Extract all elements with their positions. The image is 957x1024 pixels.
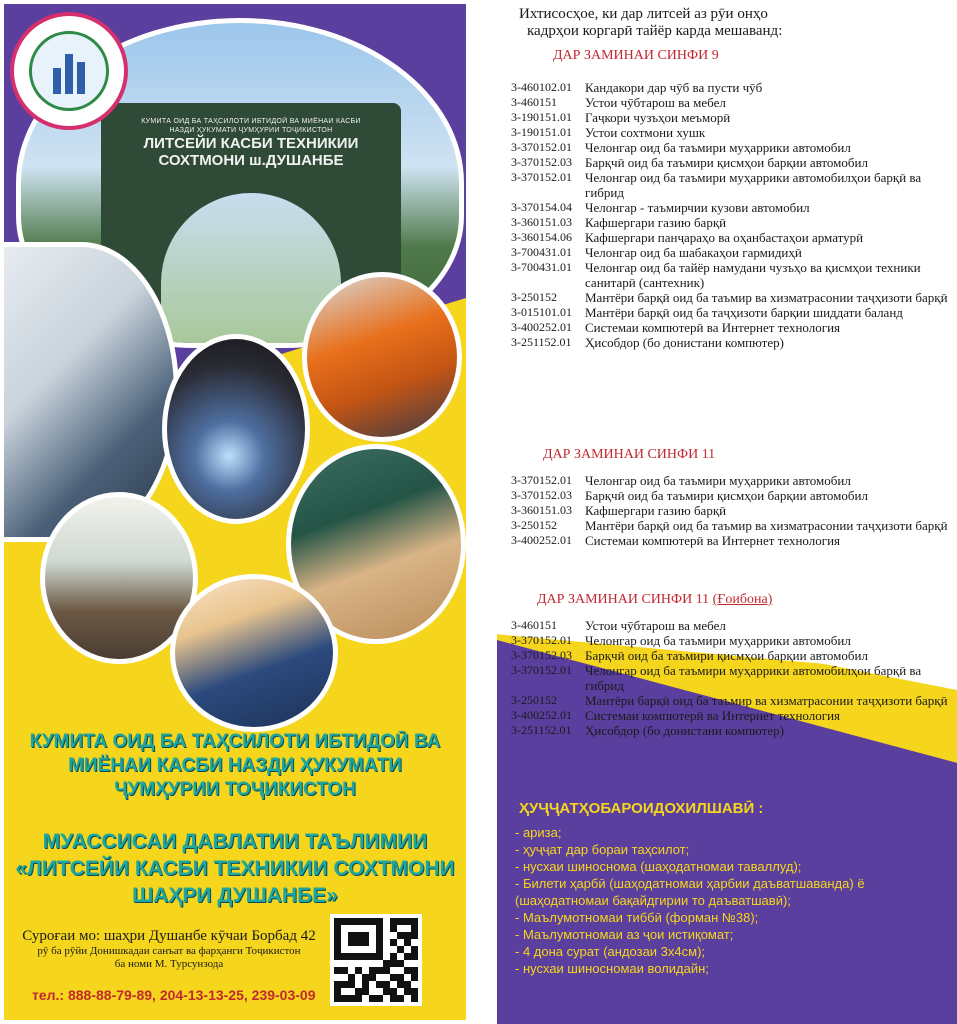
specialty-code: 3-400252.01: [511, 320, 572, 334]
specialty-code: 3-251152.01: [511, 723, 572, 737]
qr-module: [383, 939, 390, 946]
qr-module: [376, 974, 383, 981]
qr-module: [362, 939, 369, 946]
qr-module: [376, 925, 383, 932]
qr-module: [411, 925, 418, 932]
qr-module: [404, 967, 411, 974]
specialty-name: Системаи компютерӣ ва Интернет технология: [585, 708, 841, 723]
qr-module: [341, 925, 348, 932]
qr-module: [376, 981, 383, 988]
qr-module: [334, 974, 341, 981]
document-item: - ариза;: [515, 825, 562, 840]
specialty-code: 3-700431.01: [511, 245, 572, 259]
gate-sign: [115, 117, 387, 173]
intro-text: [519, 6, 939, 40]
qr-module: [404, 939, 411, 946]
qr-module: [397, 946, 404, 953]
qr-module: [397, 974, 404, 981]
logo-emblem: [29, 31, 109, 111]
qr-module: [369, 995, 376, 1002]
qr-module: [348, 932, 355, 939]
address-block: [14, 927, 324, 971]
specialty-item: [511, 723, 951, 738]
specialty-code: 3-460151: [511, 95, 557, 109]
welding-photo: [162, 334, 310, 524]
qr-module: [341, 995, 348, 1002]
qr-module: [369, 974, 376, 981]
qr-module: [411, 974, 418, 981]
qr-module: [348, 995, 355, 1002]
specialty-code: 3-190151.01: [511, 125, 572, 139]
qr-module: [376, 953, 383, 960]
qr-module: [348, 988, 355, 995]
specialty-code: 3-370152.01: [511, 633, 572, 647]
qr-module: [362, 953, 369, 960]
qr-module: [348, 981, 355, 988]
specialty-code: 3-360151.03: [511, 503, 572, 517]
specialty-code: 3-015101.01: [511, 305, 572, 319]
qr-module: [362, 932, 369, 939]
specialty-code: 3-251152.01: [511, 335, 572, 349]
specialty-code: 3-370152.01: [511, 170, 572, 184]
qr-module: [355, 925, 362, 932]
specialty-code: 3-370152.03: [511, 488, 572, 502]
intro-line: Ихтисосҳое, ки дар литсей аз рӯи онҳо: [519, 6, 768, 22]
lyceum-line: МУАССИСАИ ДАВЛАТИИ ТАЪЛИМИИ: [42, 830, 428, 853]
documents-title: ҲУҶҶАТҲОБАРОИДОХИЛШАВӢ :: [519, 800, 764, 817]
qr-module: [404, 981, 411, 988]
specialty-item: [511, 125, 951, 140]
specialty-name: Челонгар оид ба таъмири муҳаррики автомобил: [585, 633, 851, 648]
qr-code[interactable]: [330, 914, 422, 1006]
specialty-item: [511, 245, 951, 260]
specialty-code: 3-370152.03: [511, 155, 572, 169]
qr-module: [369, 939, 376, 946]
document-item: - нусхаи шиноснома (шаҳодатномаи таваллуд);: [515, 859, 802, 874]
specialty-item: [511, 488, 951, 503]
qr-module: [404, 918, 411, 925]
specialty-name: Челонгар оид ба таъмири муҳаррики автомобилҳои барқӣ ва гибрид: [585, 663, 922, 693]
specialty-name: Ҳисобдор (бо донистани компютер): [585, 335, 784, 350]
logo-building-icon: [53, 68, 61, 94]
qr-module: [341, 988, 348, 995]
qr-module: [334, 932, 341, 939]
qr-module: [390, 925, 397, 932]
lyceum-line: «ЛИТСЕЙИ КАСБИ ТЕХНИКИИ СОХТМОНИ: [15, 857, 455, 880]
phone-numbers[interactable]: тел.: 888-88-79-89, 204-13-13-25, 239-03-09: [32, 987, 316, 1003]
qr-module: [369, 925, 376, 932]
section-grade11-distance-title: [537, 592, 772, 608]
qr-module: [383, 988, 390, 995]
address-landmark: рӯ ба рӯйи Донишкадаи санъат ва фарҳанги Тоҷикистон: [37, 945, 301, 957]
qr-module: [411, 932, 418, 939]
specialty-item: [511, 140, 951, 155]
specialty-code: 3-460151: [511, 618, 557, 632]
qr-module: [341, 918, 348, 925]
specialty-item: [511, 663, 951, 693]
specialty-code: 3-370152.03: [511, 648, 572, 662]
qr-module: [411, 988, 418, 995]
specialty-item: [511, 155, 951, 170]
qr-module: [355, 981, 362, 988]
address-line: Суроғаи мо: шаҳри Душанбе кӯчаи Борбад 42: [22, 928, 316, 944]
qr-module: [334, 946, 341, 953]
qr-module: [355, 960, 362, 967]
qr-module: [362, 967, 369, 974]
qr-module: [390, 932, 397, 939]
specialty-item: [511, 215, 951, 230]
qr-module: [383, 974, 390, 981]
specialty-name: Кандакори дар чӯб ва пусти чӯб: [585, 80, 763, 95]
specialty-name: Системаи компютерӣ ва Интернет технология: [585, 533, 841, 548]
gate-sign-line2: НАЗДИ ҲУКУМАТИ ҶУМҲУРИИ ТОҶИКИСТОН: [169, 127, 333, 134]
documents-list: [515, 824, 935, 977]
specialty-item: [511, 110, 951, 125]
qr-module: [383, 946, 390, 953]
qr-module: [376, 918, 383, 925]
specialty-code: 3-190151.01: [511, 110, 572, 124]
specialty-item: [511, 200, 951, 215]
qr-module: [348, 918, 355, 925]
ministry-line: ҶУМҲУРИИ ТОҶИКИСТОН: [114, 779, 356, 800]
ministry-line: КУМИТА ОИД БА ТАҲСИЛОТИ ИБТИДОӢ ВА: [29, 731, 441, 752]
qr-module: [341, 946, 348, 953]
specialty-code: 3-360151.03: [511, 215, 572, 229]
qr-module: [334, 960, 341, 967]
qr-module: [362, 946, 369, 953]
specialty-code: 3-250152: [511, 290, 557, 304]
gate-sign-title1: ЛИТСЕЙИ КАСБИ ТЕХНИКИИ: [143, 135, 359, 152]
qr-module: [411, 946, 418, 953]
specialty-name: Устои чӯбтарош ва мебел: [585, 95, 726, 110]
specialty-item: [511, 170, 951, 200]
section-grade9-title: ДАР ЗАМИНАИ СИНФИ 9: [553, 48, 719, 63]
specialty-name: Устои чӯбтарош ва мебел: [585, 618, 726, 633]
qr-module: [355, 946, 362, 953]
qr-module: [397, 953, 404, 960]
qr-module: [369, 932, 376, 939]
specialty-code: 3-370152.01: [511, 473, 572, 487]
specialty-code: 3-250152: [511, 693, 557, 707]
qr-module: [348, 974, 355, 981]
qr-module: [376, 960, 383, 967]
document-item: - 4 дона сурат (андозаи 3х4см);: [515, 944, 706, 959]
qr-module: [334, 995, 341, 1002]
qr-module: [397, 925, 404, 932]
qr-module: [411, 995, 418, 1002]
specialty-name: Барқчӣ оид ба таъмири қисмҳои барқии автомобил: [585, 155, 868, 170]
specialty-name: Мантёри барқӣ оид ба таъмир ва хизматрасонии таҷҳизоти барқӣ: [585, 518, 948, 533]
qr-module: [369, 960, 376, 967]
specialty-name: Челонгар оид ба шабакаҳои гармидиҳӣ: [585, 245, 802, 260]
specialty-code: 3-460102.01: [511, 80, 572, 94]
qr-module: [369, 953, 376, 960]
address-landmark-name: ба номи М. Турсунзода: [114, 958, 224, 970]
qr-module: [341, 932, 348, 939]
qr-module: [390, 918, 397, 925]
specialty-item: [511, 320, 951, 335]
qr-module: [334, 981, 341, 988]
qr-module: [362, 995, 369, 1002]
document-item: (шаҳодатномаи бақайдгирии то даъватшавӣ);: [515, 893, 791, 908]
qr-module: [334, 967, 341, 974]
photo-collage: [4, 4, 466, 724]
qr-module: [355, 939, 362, 946]
specialty-item: [511, 618, 951, 633]
qr-module: [383, 932, 390, 939]
right-panel: [497, 0, 957, 1024]
workshop-photo: [302, 272, 462, 442]
qr-module: [390, 974, 397, 981]
qr-module: [390, 981, 397, 988]
grade11-distance-list: [511, 618, 951, 738]
qr-module: [355, 953, 362, 960]
ministry-line: МИЁНАИ КАСБИ НАЗДИ ҲУКУМАТИ: [68, 755, 402, 776]
specialty-code: 3-370152.01: [511, 663, 572, 677]
document-item: - Маълумотномаи тиббӣ (форман №38);: [515, 910, 759, 925]
qr-module: [362, 918, 369, 925]
specialty-name: Барқчӣ оид ба таъмири қисмҳои барқии автомобил: [585, 648, 868, 663]
specialty-name: Мантёри барқӣ оид ба таъмир ва хизматрасонии таҷҳизоти барқӣ: [585, 693, 948, 708]
qr-module: [390, 939, 397, 946]
specialty-name: Кафшергари газию барқӣ: [585, 503, 727, 518]
qr-module: [369, 967, 376, 974]
specialty-code: 3-400252.01: [511, 708, 572, 722]
specialty-name: Мантёри барқӣ оид ба таъмир ва хизматрасонии таҷҳизоти барқӣ: [585, 290, 948, 305]
qr-module: [362, 988, 369, 995]
qr-module: [383, 960, 390, 967]
qr-module: [362, 981, 369, 988]
qr-module: [362, 925, 369, 932]
qr-module: [383, 967, 390, 974]
section-grade11-title: ДАР ЗАМИНАИ СИНФИ 11: [543, 447, 716, 462]
specialty-item: [511, 633, 951, 648]
document-item: - Билети ҳарбӣ (шаҳодатномаи ҳарбии даъватшаванда) ё: [515, 876, 865, 891]
specialty-item: [511, 80, 951, 95]
document-item: - ҳуҷҷат дар бораи таҳсилот;: [515, 842, 690, 857]
qr-module: [404, 974, 411, 981]
qr-module: [376, 995, 383, 1002]
specialty-name: Устои сохтмони хушк: [585, 125, 706, 140]
qr-module: [355, 995, 362, 1002]
logo-building-icon: [77, 62, 85, 94]
qr-module: [376, 946, 383, 953]
qr-module: [383, 918, 390, 925]
qr-module: [348, 967, 355, 974]
specialty-name: Мантёри барқӣ оид ба таҷҳизоти барқии шиддати баланд: [585, 305, 903, 320]
specialty-name: Ҳисобдор (бо донистани компютер): [585, 723, 784, 738]
qr-module: [341, 953, 348, 960]
qr-module: [397, 967, 404, 974]
qr-module: [376, 967, 383, 974]
qr-module: [341, 960, 348, 967]
specialty-item: [511, 230, 951, 245]
qr-module: [390, 967, 397, 974]
specialty-name: Барқчӣ оид ба таъмири қисмҳои барқии автомобил: [585, 488, 868, 503]
grade11-list: [511, 473, 951, 548]
specialty-name: Челонгар оид ба таъмири муҳаррики автомобилҳои барқӣ ва гибрид: [585, 170, 922, 200]
qr-module: [411, 967, 418, 974]
specialty-code: 3-370154.04: [511, 200, 572, 214]
qr-module: [397, 960, 404, 967]
qr-module: [334, 939, 341, 946]
gate-sign-line1: КУМИТА ОИД БА ТАҲСИЛОТИ ИБТИДОӢ ВА МИЁНАИ КАСБИ: [141, 118, 361, 125]
qr-module: [411, 939, 418, 946]
specialty-item: [511, 260, 951, 290]
qr-module: [355, 967, 362, 974]
qr-module: [341, 974, 348, 981]
qr-module: [348, 939, 355, 946]
qr-module: [355, 974, 362, 981]
specialty-name: Кафшергари газию барқӣ: [585, 215, 727, 230]
qr-module: [397, 918, 404, 925]
specialty-code: 3-700431.01: [511, 260, 572, 274]
specialty-item: [511, 95, 951, 110]
qr-module: [369, 988, 376, 995]
qr-module: [341, 981, 348, 988]
specialty-code: 3-360154.06: [511, 230, 572, 244]
qr-module: [355, 988, 362, 995]
specialty-item: [511, 335, 951, 350]
qr-module: [383, 981, 390, 988]
qr-module: [404, 995, 411, 1002]
distance-note: (Ғоибона): [712, 592, 773, 607]
qr-module: [390, 946, 397, 953]
specialty-name: Челонгар оид ба таъмири муҳаррики автомобил: [585, 473, 851, 488]
qr-module: [411, 953, 418, 960]
qr-module: [369, 946, 376, 953]
qr-module: [397, 932, 404, 939]
grade9-list: [511, 80, 951, 350]
specialty-code: 3-370152.01: [511, 140, 572, 154]
qr-module: [348, 925, 355, 932]
specialty-item: [511, 693, 951, 708]
specialty-item: [511, 533, 951, 548]
qr-module: [348, 953, 355, 960]
lyceum-logo: [10, 12, 128, 130]
qr-module: [383, 953, 390, 960]
qr-module: [383, 995, 390, 1002]
qr-module: [390, 988, 397, 995]
qr-module: [348, 960, 355, 967]
qr-module: [376, 988, 383, 995]
workers-photo: [170, 574, 338, 732]
qr-module: [404, 953, 411, 960]
qr-module: [376, 932, 383, 939]
qr-module: [397, 939, 404, 946]
qr-module: [334, 925, 341, 932]
specialty-name: Челонгар оид ба тайёр намудани чузъҳо ва қисмҳои техники санитарӣ (сантехник): [585, 260, 921, 290]
qr-module: [362, 960, 369, 967]
qr-module: [404, 960, 411, 967]
specialty-name: Системаи компютерӣ ва Интернет технология: [585, 320, 841, 335]
qr-module: [341, 967, 348, 974]
qr-module: [404, 946, 411, 953]
ministry-title: [4, 730, 466, 802]
left-panel: [4, 4, 466, 1020]
specialty-item: [511, 648, 951, 663]
gate-sign-title2: СОХТМОНИ ш.ДУШАНБЕ: [158, 152, 344, 169]
qr-module: [334, 918, 341, 925]
lyceum-title: [4, 828, 466, 909]
qr-module: [390, 995, 397, 1002]
qr-module: [397, 981, 404, 988]
document-item: - Маълумотномаи аз ҷои истиқомат;: [515, 927, 734, 942]
intro-line: кадрҳои коргарӣ тайёр карда мешаванд:: [527, 23, 783, 39]
qr-module: [348, 946, 355, 953]
specialty-name: Челонгар оид ба таъмири муҳаррики автомобил: [585, 140, 851, 155]
logo-tower-icon: [65, 54, 73, 94]
qr-module: [355, 918, 362, 925]
specialty-name: Кафшергари панҷараҳо ва оҳанбастаҳои арматурӣ: [585, 230, 864, 245]
lyceum-line: ШАҲРИ ДУШАНБЕ»: [132, 884, 338, 907]
specialty-code: 3-250152: [511, 518, 557, 532]
qr-module: [411, 960, 418, 967]
qr-module: [397, 995, 404, 1002]
qr-module: [404, 932, 411, 939]
qr-module: [341, 939, 348, 946]
qr-module: [376, 939, 383, 946]
qr-module: [334, 953, 341, 960]
qr-module: [411, 918, 418, 925]
section-grade11-distance-label: ДАР ЗАМИНАИ СИНФИ 11: [537, 592, 710, 607]
specialty-item: [511, 290, 951, 305]
qr-module: [369, 981, 376, 988]
specialty-item: [511, 473, 951, 488]
qr-module: [390, 953, 397, 960]
specialty-name: Гаҷкори чузъҳои меъморӣ: [585, 110, 731, 125]
qr-module: [404, 988, 411, 995]
qr-module: [397, 988, 404, 995]
qr-module: [369, 918, 376, 925]
qr-module: [390, 960, 397, 967]
qr-module: [362, 974, 369, 981]
qr-module: [411, 981, 418, 988]
specialty-item: [511, 305, 951, 320]
specialty-item: [511, 503, 951, 518]
specialty-name: Челонгар - таъмирчии кузови автомобил: [585, 200, 810, 215]
qr-module: [355, 932, 362, 939]
qr-module: [334, 988, 341, 995]
qr-module: [404, 925, 411, 932]
specialty-item: [511, 708, 951, 723]
specialty-code: 3-400252.01: [511, 533, 572, 547]
specialty-item: [511, 518, 951, 533]
qr-module: [383, 925, 390, 932]
document-item: - нусхаи шиносномаи волидайн;: [515, 961, 709, 976]
